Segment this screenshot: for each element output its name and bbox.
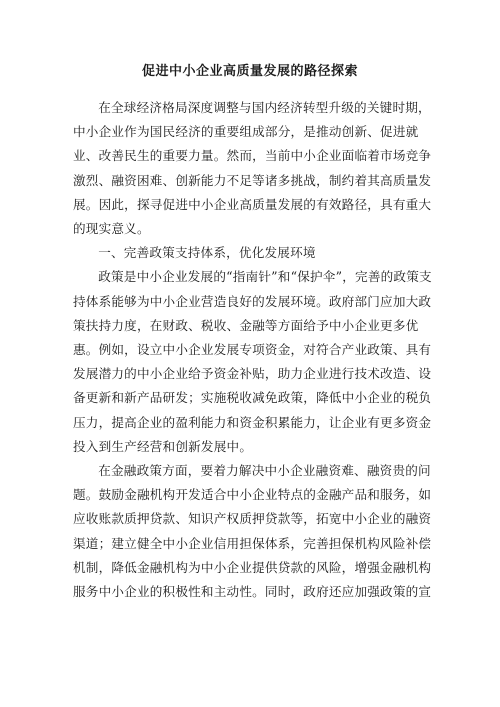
document-body	[73, 96, 441, 604]
document-title: 促进中小企业高质量发展的路径探索	[141, 64, 358, 79]
intro-paragraph: 在全球经济格局深度调整与国内经济转型升级的关键时期，中小企业作为国民经济的重要组成部分，是推动创新、促进就业、改善民生的重要力量。然而，当前中小企业面临着市场竞争激烈、融资困难、创新能力不足等诸多挑战，制约着其高质量发展。因此，探寻促进中小企业高质量发展的有效路径，具有重大的现实意义。	[73, 100, 432, 237]
policy-paragraph: 政策是中小企业发展的“指南针”和“保护伞”，完善的政策支持体系能够为中小企业营造良好的发展环境。政府部门应加大政策扶持力度，在财政、税收、金融等方面给予中小企业更多优惠。例如，设立中小企业发展专项资金，对符合产业政策、具有发展潜力的中小企业给予资金补贴，助力企业进行技术改造、设备更新和新产品研发；实施税收减免政策，降低中小企业的税负压力，提高企业的盈利能力和资金积累能力，让企业有更多资金投入到生产经营和创新发展中。	[73, 269, 432, 454]
section-heading: 一、完善政策支持体系，优化发展环境	[98, 245, 316, 261]
finance-paragraph: 在金融政策方面，要着力解决中小企业融资难、融资贵的问题。鼓励金融机构开发适合中小企业特点的金融产品和服务，如应收账款质押贷款、知识产权质押贷款等，拓宽中小企业的融资渠道；建立健全中小企业信用担保体系，完善担保机构风险补偿机制，降低金融机构为中小企业提供贷款的风险，增强金融机构服务中小企业的积极性和主动性。同时，政府还应加强政策的宣	[73, 463, 432, 600]
